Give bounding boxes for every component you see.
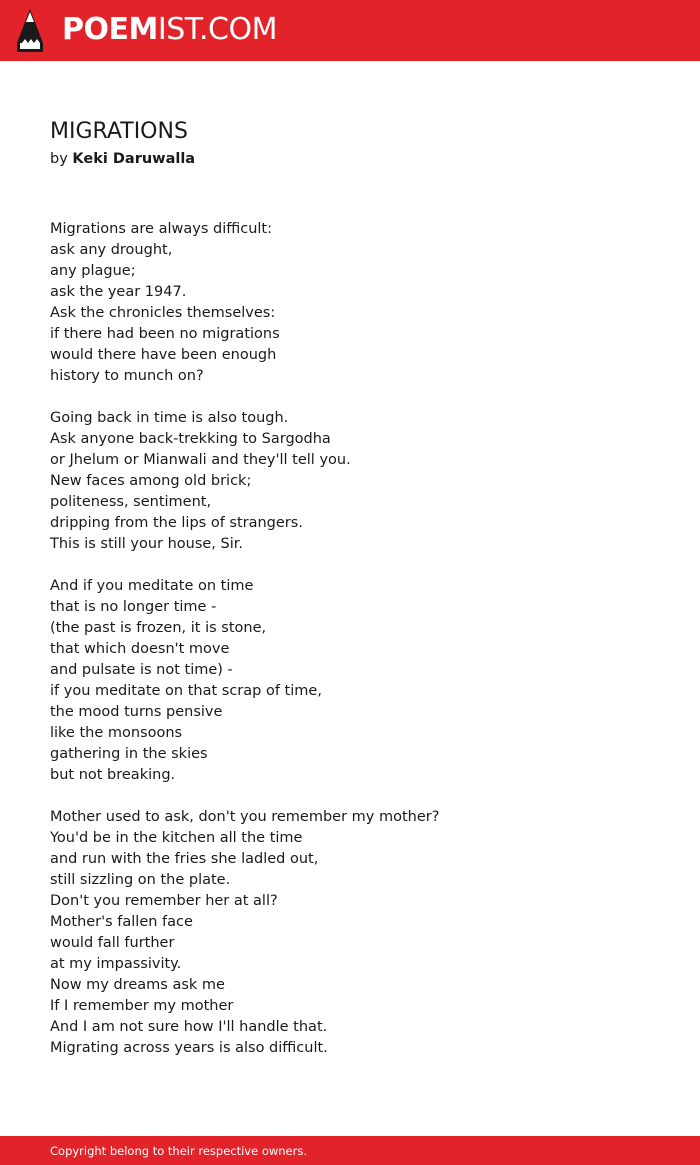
poem-line: And if you meditate on time: [50, 578, 254, 594]
poem-stanza: [50, 219, 670, 387]
poem-line: Don't you remember her at all?: [50, 893, 278, 909]
poem-line: any plague;: [50, 263, 136, 279]
poem-line: (the past is frozen, it is stone,: [50, 620, 267, 636]
poem-line: Mother used to ask, don't you remember my mother?: [50, 809, 440, 825]
copyright-text: Copyright belong to their respective owners.: [50, 1144, 308, 1158]
poem-line: Going back in time is also tough.: [50, 410, 289, 426]
poem-line: politeness, sentiment,: [50, 494, 212, 510]
poem-line: ask the year 1947.: [50, 284, 187, 300]
poem-line: still sizzling on the plate.: [50, 872, 231, 888]
poem-line: This is still your house, Sir.: [50, 536, 243, 552]
poem-line: Migrations are always difficult:: [50, 221, 273, 237]
poem-line: and run with the fries she ladled out,: [50, 851, 319, 867]
brand-bold: POEM: [62, 12, 158, 47]
poem-line: dripping from the lips of strangers.: [50, 515, 303, 531]
poem-stanza: [50, 807, 670, 1059]
poem-line: ask any drought,: [50, 242, 173, 258]
pencil-icon[interactable]: [17, 9, 43, 52]
poem-line: gathering in the skies: [50, 746, 208, 762]
site-header: [0, 0, 700, 61]
poem-line: Ask the chronicles themselves:: [50, 305, 276, 321]
poem-line: Mother's fallen face: [50, 914, 193, 930]
poem-title: MIGRATIONS: [50, 119, 188, 144]
poem-body: [50, 219, 670, 1080]
author-name: Keki Daruwalla: [72, 151, 196, 167]
poem-line: at my impassivity.: [50, 956, 182, 972]
brand-light: IST.COM: [157, 12, 277, 47]
poem-line: would fall further: [50, 935, 175, 951]
byline: [50, 149, 195, 169]
poem-stanza: [50, 408, 670, 555]
poem-line: If I remember my mother: [50, 998, 234, 1014]
poem-line: history to munch on?: [50, 368, 204, 384]
poem-line: if you meditate on that scrap of time,: [50, 683, 322, 699]
poem-line: New faces among old brick;: [50, 473, 252, 489]
site-footer: [0, 1136, 700, 1165]
poem-line: but not breaking.: [50, 767, 176, 783]
poem-line: would there have been enough: [50, 347, 277, 363]
poem-line: if there had been no migrations: [50, 326, 280, 342]
byline-prefix: by: [50, 151, 68, 167]
poem-line: And I am not sure how I'll handle that.: [50, 1019, 328, 1035]
poem-line: Migrating across years is also difficult.: [50, 1040, 328, 1056]
poem-line: the mood turns pensive: [50, 704, 223, 720]
poem-line: that is no longer time -: [50, 599, 217, 615]
poem-line: Now my dreams ask me: [50, 977, 225, 993]
poem-line: that which doesn't move: [50, 641, 230, 657]
poem-line: Ask anyone back-trekking to Sargodha: [50, 431, 331, 447]
poem-line: You'd be in the kitchen all the time: [50, 830, 303, 846]
site-logo-text[interactable]: [62, 11, 277, 49]
poem-line: like the monsoons: [50, 725, 183, 741]
poem-line: or Jhelum or Mianwali and they'll tell you.: [50, 452, 351, 468]
poem-line: and pulsate is not time) -: [50, 662, 233, 678]
poem-stanza: [50, 576, 670, 786]
